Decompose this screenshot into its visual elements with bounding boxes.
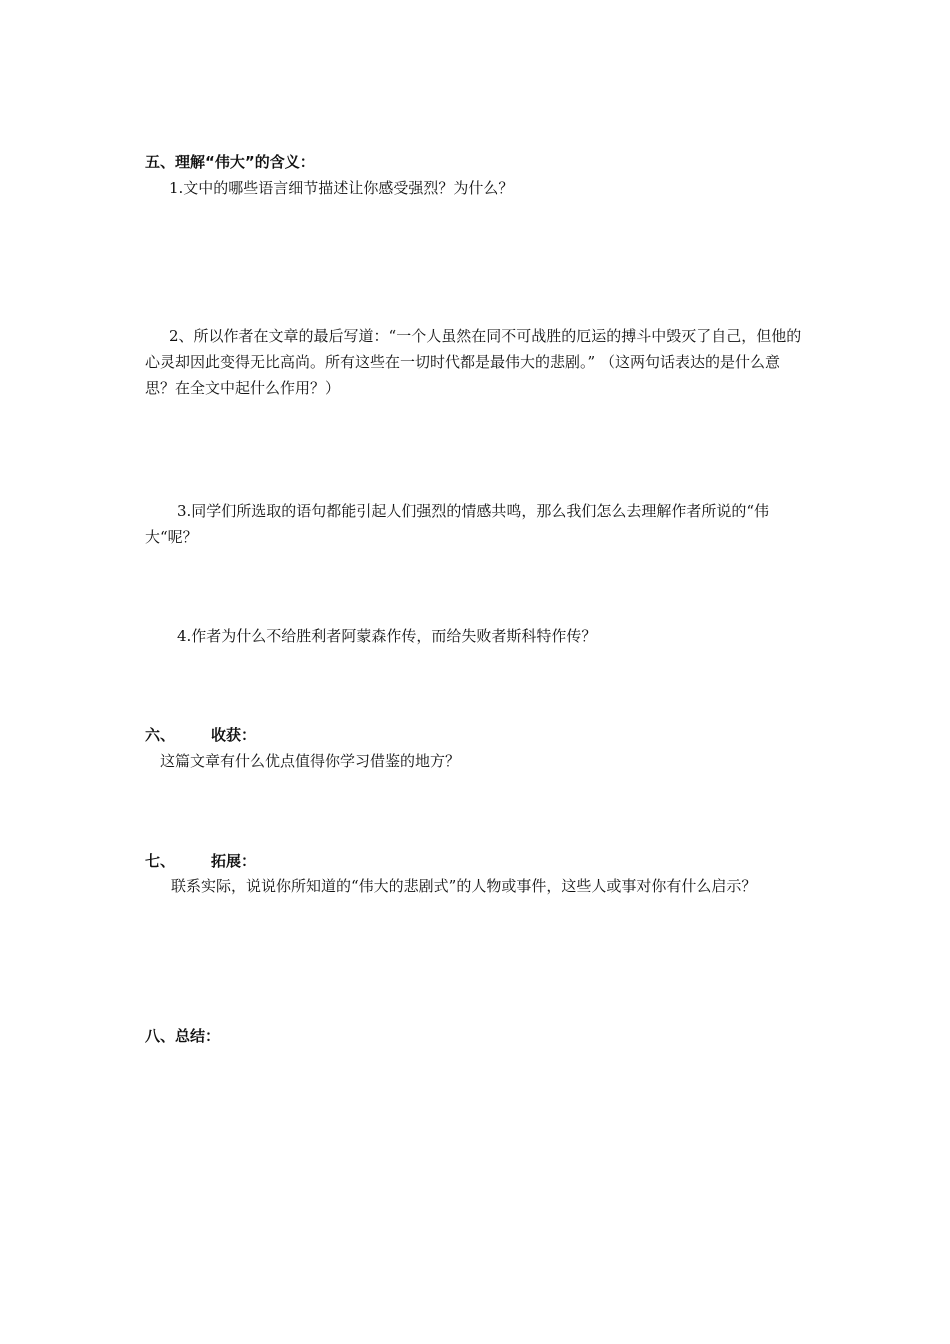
section-five-heading: 五、理解“伟大”的含义： [145,153,315,171]
section-six-title: 收获： [211,726,257,744]
section-six-number: 六、 [145,726,176,744]
section-seven-question: 联系实际，说说你所知道的“伟大的悲剧式”的人物或事件，这些人或事对你有什么启示？ [171,877,757,895]
question-3: 3.同学们所选取的语句都能引起人们强烈的情感共鸣，那么我们怎么去理解作者所说的“伟大“呢？ [145,502,769,546]
question-1: 1.文中的哪些语言细节描述让你感受强烈？为什么？ [169,179,514,197]
section-seven-title: 拓展： [211,852,257,870]
section-seven-number: 七、 [145,852,176,870]
question-4: 4.作者为什么不给胜利者阿蒙森作传，而给失败者斯科特作传？ [177,627,597,645]
section-six-question: 这篇文章有什么优点值得你学习借鉴的地方？ [160,752,461,770]
question-2: 2、所以作者在文章的最后写道：“一个人虽然在同不可战胜的厄运的搏斗中毁灭了自己，但他的心灵却因此变得无比高尚。所有这些在一切时代都是最伟大的悲剧。” （这两句话表达的是什么意思？在全文中起什么作用？） [145,327,802,397]
section-eight-heading: 八、总结： [145,1027,221,1045]
